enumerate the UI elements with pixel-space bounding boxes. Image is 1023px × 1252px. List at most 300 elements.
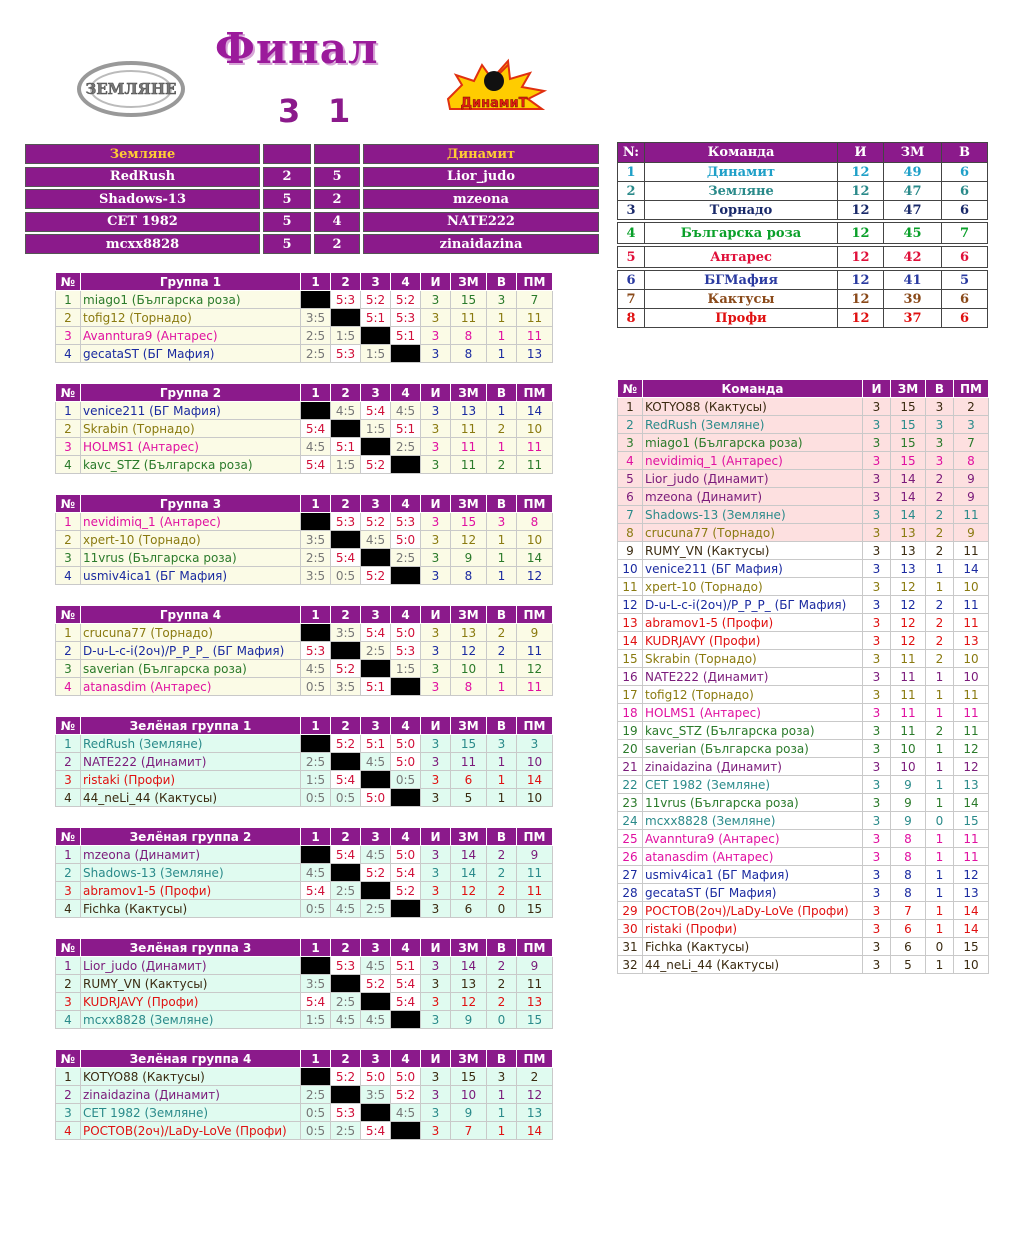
player-name: HOLMS1 (Антарес) bbox=[643, 704, 863, 722]
group-col-header: 2 bbox=[331, 495, 361, 513]
wins: 1 bbox=[487, 345, 517, 363]
score: 14 bbox=[891, 488, 926, 506]
score: 11 bbox=[451, 753, 487, 771]
group-row bbox=[56, 678, 553, 696]
player1-name: mcxx8828 bbox=[25, 234, 260, 254]
points-missed: 11 bbox=[517, 642, 553, 660]
games: 3 bbox=[863, 794, 891, 812]
row-number: 4 bbox=[56, 1122, 81, 1140]
group-col-header: 2 bbox=[331, 273, 361, 291]
player-name: ristaki (Профи) bbox=[643, 920, 863, 938]
player-name: venice211 (БГ Мафия) bbox=[81, 402, 301, 420]
wins: 2 bbox=[487, 624, 517, 642]
games: 3 bbox=[421, 846, 451, 864]
score: 5 bbox=[451, 789, 487, 807]
group-col-header: И bbox=[421, 384, 451, 402]
score: 11 bbox=[451, 420, 487, 438]
player-name: gecataST (БГ Мафия) bbox=[643, 884, 863, 902]
group-col-header: В bbox=[487, 495, 517, 513]
match-score: 4:5 bbox=[361, 1011, 391, 1029]
group-col-header: 3 bbox=[361, 384, 391, 402]
group-col-header: И bbox=[421, 828, 451, 846]
player-row bbox=[618, 614, 989, 632]
match-score: 0:5 bbox=[301, 1104, 331, 1122]
player-name: saverian (Българска роза) bbox=[81, 660, 301, 678]
player-name: NATE222 (Динамит) bbox=[81, 753, 301, 771]
match-score: 5:2 bbox=[361, 975, 391, 993]
group-col-header: В bbox=[487, 939, 517, 957]
player-name: RUMY_VN (Кактусы) bbox=[643, 542, 863, 560]
group-row bbox=[56, 735, 553, 753]
self-cell bbox=[361, 1104, 391, 1122]
group-col-header: 4 bbox=[391, 828, 421, 846]
group-col-header: В bbox=[487, 1050, 517, 1068]
points-missed: 12 bbox=[954, 740, 989, 758]
points-missed: 3 bbox=[954, 416, 989, 434]
score-header bbox=[263, 144, 311, 164]
match-score: 5:2 bbox=[331, 1068, 361, 1086]
group-col-header: 1 bbox=[301, 384, 331, 402]
score: 41 bbox=[884, 271, 942, 290]
rank: 22 bbox=[618, 776, 643, 794]
page-title: Финал bbox=[215, 24, 379, 73]
score: 45 bbox=[884, 223, 942, 244]
row-number: 1 bbox=[56, 846, 81, 864]
points-missed: 13 bbox=[954, 884, 989, 902]
points-missed: 10 bbox=[517, 531, 553, 549]
match-score: 5:0 bbox=[391, 753, 421, 771]
rank: 3 bbox=[618, 434, 643, 452]
wins: 1 bbox=[487, 753, 517, 771]
group-row bbox=[56, 1122, 553, 1140]
games: 12 bbox=[838, 223, 884, 244]
group-header-row bbox=[56, 717, 553, 735]
player-name: mzeona (Динамит) bbox=[81, 846, 301, 864]
games: 3 bbox=[421, 513, 451, 531]
player1-score: 5 bbox=[263, 212, 311, 232]
player-name: CET 1982 (Земляне) bbox=[643, 776, 863, 794]
rank: 4 bbox=[618, 452, 643, 470]
self-cell bbox=[331, 420, 361, 438]
points-missed: 15 bbox=[954, 812, 989, 830]
player-row bbox=[618, 740, 989, 758]
games: 3 bbox=[421, 789, 451, 807]
group-header-row bbox=[56, 273, 553, 291]
player-name: mzeona (Динамит) bbox=[643, 488, 863, 506]
wins: 6 bbox=[942, 309, 988, 328]
wins: 2 bbox=[487, 642, 517, 660]
group-row bbox=[56, 291, 553, 309]
player-row bbox=[618, 668, 989, 686]
match-score: 5:4 bbox=[301, 456, 331, 474]
group-col-header: 3 bbox=[361, 606, 391, 624]
points-missed: 11 bbox=[517, 975, 553, 993]
standings-row bbox=[618, 247, 988, 268]
group-col-header: В bbox=[487, 384, 517, 402]
games: 3 bbox=[421, 678, 451, 696]
standings-row bbox=[618, 290, 988, 309]
group-col-header: ЗМ bbox=[451, 717, 487, 735]
match-score: 5:3 bbox=[391, 309, 421, 327]
match-score: 2:5 bbox=[331, 882, 361, 900]
match-score: 2:5 bbox=[301, 327, 331, 345]
col-i: И bbox=[863, 380, 891, 398]
self-cell bbox=[361, 771, 391, 789]
points-missed: 12 bbox=[954, 866, 989, 884]
self-cell bbox=[331, 975, 361, 993]
points-missed: 11 bbox=[954, 848, 989, 866]
group-col-header: 3 bbox=[361, 828, 391, 846]
wins: 1 bbox=[487, 678, 517, 696]
rank: 20 bbox=[618, 740, 643, 758]
group-table bbox=[55, 383, 553, 474]
group-title: Группа 3 bbox=[81, 495, 301, 513]
match-score: 5:4 bbox=[361, 624, 391, 642]
wins: 2 bbox=[487, 420, 517, 438]
player-name: Skrabin (Торнадо) bbox=[643, 650, 863, 668]
wins: 1 bbox=[926, 956, 954, 974]
match-score: 4:5 bbox=[361, 753, 391, 771]
score: 13 bbox=[451, 402, 487, 420]
group-header-row bbox=[56, 384, 553, 402]
self-cell bbox=[301, 735, 331, 753]
score: 12 bbox=[451, 531, 487, 549]
match-score: 1:5 bbox=[391, 660, 421, 678]
points-missed: 13 bbox=[954, 632, 989, 650]
match-score: 5:1 bbox=[391, 957, 421, 975]
group-table bbox=[55, 827, 553, 918]
rank: 11 bbox=[618, 578, 643, 596]
games: 3 bbox=[421, 642, 451, 660]
col-zm: ЗМ bbox=[884, 143, 942, 163]
wins: 1 bbox=[487, 567, 517, 585]
group-col-header: ЗМ bbox=[451, 1050, 487, 1068]
group-col-header: 4 bbox=[391, 273, 421, 291]
player-name: zinaidazina (Динамит) bbox=[643, 758, 863, 776]
row-number: 2 bbox=[56, 864, 81, 882]
points-missed: 2 bbox=[517, 1068, 553, 1086]
dinamit-logo bbox=[438, 55, 554, 115]
score: 11 bbox=[891, 722, 926, 740]
group-row bbox=[56, 771, 553, 789]
match-score: 5:4 bbox=[361, 1122, 391, 1140]
wins: 2 bbox=[926, 650, 954, 668]
player-name: abramov1-5 (Профи) bbox=[81, 882, 301, 900]
player-name: KOTYO88 (Кактусы) bbox=[81, 1068, 301, 1086]
group-row bbox=[56, 402, 553, 420]
points-missed: 14 bbox=[954, 902, 989, 920]
match-score: 5:2 bbox=[361, 291, 391, 309]
score: 14 bbox=[451, 957, 487, 975]
games: 3 bbox=[421, 456, 451, 474]
group-col-header: В bbox=[487, 606, 517, 624]
match-score: 0:5 bbox=[391, 771, 421, 789]
points-missed: 11 bbox=[954, 506, 989, 524]
match-score: 5:4 bbox=[301, 882, 331, 900]
row-number: 2 bbox=[56, 420, 81, 438]
wins: 1 bbox=[487, 438, 517, 456]
group-col-header: 4 bbox=[391, 606, 421, 624]
rank: 25 bbox=[618, 830, 643, 848]
match-score: 2:5 bbox=[391, 549, 421, 567]
standings-row bbox=[618, 182, 988, 201]
games: 3 bbox=[421, 735, 451, 753]
score: 37 bbox=[884, 309, 942, 328]
points-missed: 11 bbox=[517, 456, 553, 474]
wins: 1 bbox=[926, 902, 954, 920]
score: 9 bbox=[451, 1104, 487, 1122]
games: 3 bbox=[863, 902, 891, 920]
points-missed: 10 bbox=[954, 668, 989, 686]
score: 6 bbox=[451, 900, 487, 918]
points-missed: 14 bbox=[517, 549, 553, 567]
score: 14 bbox=[451, 846, 487, 864]
points-missed: 3 bbox=[517, 735, 553, 753]
col-i: И bbox=[838, 143, 884, 163]
games: 3 bbox=[421, 1068, 451, 1086]
self-cell bbox=[331, 1086, 361, 1104]
score: 11 bbox=[891, 704, 926, 722]
player-row bbox=[618, 434, 989, 452]
group-col-header: 1 bbox=[301, 939, 331, 957]
row-number: 4 bbox=[56, 345, 81, 363]
match-score: 5:3 bbox=[331, 291, 361, 309]
group-col-header: 2 bbox=[331, 939, 361, 957]
score: 6 bbox=[451, 771, 487, 789]
score: 5 bbox=[891, 956, 926, 974]
group-col-header: 4 bbox=[391, 495, 421, 513]
match-score: 5:3 bbox=[331, 513, 361, 531]
group-row bbox=[56, 531, 553, 549]
points-missed: 14 bbox=[517, 402, 553, 420]
games: 3 bbox=[863, 884, 891, 902]
player-name: kavc_STZ (Българска роза) bbox=[81, 456, 301, 474]
row-number: 3 bbox=[56, 882, 81, 900]
row-number: 1 bbox=[56, 402, 81, 420]
match-score: 5:4 bbox=[391, 975, 421, 993]
player-name: ristaki (Профи) bbox=[81, 771, 301, 789]
match-score: 4:5 bbox=[331, 402, 361, 420]
score: 8 bbox=[891, 884, 926, 902]
wins: 3 bbox=[926, 416, 954, 434]
group-row bbox=[56, 975, 553, 993]
points-missed: 14 bbox=[954, 560, 989, 578]
wins: 2 bbox=[926, 722, 954, 740]
group-col-header: 3 bbox=[361, 495, 391, 513]
score: 15 bbox=[891, 452, 926, 470]
score: 9 bbox=[451, 549, 487, 567]
row-number: 2 bbox=[56, 1086, 81, 1104]
games: 12 bbox=[838, 290, 884, 309]
rank: 5 bbox=[618, 470, 643, 488]
points-missed: 11 bbox=[954, 830, 989, 848]
points-missed: 8 bbox=[517, 513, 553, 531]
match-score: 2:5 bbox=[331, 1122, 361, 1140]
group-col-header: ПМ bbox=[517, 717, 553, 735]
score: 9 bbox=[451, 1011, 487, 1029]
points-missed: 11 bbox=[517, 309, 553, 327]
games: 3 bbox=[421, 753, 451, 771]
wins: 1 bbox=[487, 531, 517, 549]
rank: 10 bbox=[618, 560, 643, 578]
score: 11 bbox=[451, 456, 487, 474]
match-score: 4:5 bbox=[361, 846, 391, 864]
wins: 1 bbox=[487, 402, 517, 420]
player-name: xpert-10 (Торнадо) bbox=[81, 531, 301, 549]
wins: 1 bbox=[487, 1104, 517, 1122]
games: 3 bbox=[421, 900, 451, 918]
group-row bbox=[56, 549, 553, 567]
player-row bbox=[618, 560, 989, 578]
player-row bbox=[618, 452, 989, 470]
points-missed: 10 bbox=[517, 420, 553, 438]
team-name: Българска роза bbox=[645, 223, 838, 244]
games: 12 bbox=[838, 163, 884, 182]
wins: 7 bbox=[942, 223, 988, 244]
rank: 21 bbox=[618, 758, 643, 776]
group-row bbox=[56, 345, 553, 363]
wins: 1 bbox=[926, 704, 954, 722]
team-name: Торнадо bbox=[645, 201, 838, 220]
games: 3 bbox=[421, 1122, 451, 1140]
self-cell bbox=[361, 438, 391, 456]
score: 10 bbox=[891, 740, 926, 758]
score: 7 bbox=[451, 1122, 487, 1140]
match-score: 1:5 bbox=[301, 771, 331, 789]
player-name: gecataST (БГ Мафия) bbox=[81, 345, 301, 363]
wins: 1 bbox=[926, 884, 954, 902]
self-cell bbox=[391, 456, 421, 474]
wins: 1 bbox=[487, 660, 517, 678]
match-score: 5:1 bbox=[361, 678, 391, 696]
group-col-header: № bbox=[56, 384, 81, 402]
group-row bbox=[56, 660, 553, 678]
player-row bbox=[618, 794, 989, 812]
self-cell bbox=[301, 846, 331, 864]
team-name: Кактусы bbox=[645, 290, 838, 309]
match-score: 4:5 bbox=[361, 531, 391, 549]
games: 3 bbox=[421, 531, 451, 549]
player2-name: NATE222 bbox=[363, 212, 599, 232]
wins: 6 bbox=[942, 182, 988, 201]
player2-score: 2 bbox=[314, 234, 360, 254]
self-cell bbox=[301, 291, 331, 309]
score: 10 bbox=[891, 758, 926, 776]
self-cell bbox=[391, 567, 421, 585]
row-number: 2 bbox=[56, 975, 81, 993]
group-col-header: В bbox=[487, 717, 517, 735]
wins: 2 bbox=[487, 846, 517, 864]
score: 9 bbox=[891, 794, 926, 812]
row-number: 4 bbox=[56, 789, 81, 807]
wins: 3 bbox=[487, 1068, 517, 1086]
self-cell bbox=[391, 789, 421, 807]
group-col-header: 1 bbox=[301, 273, 331, 291]
wins: 1 bbox=[487, 549, 517, 567]
group-col-header: И bbox=[421, 717, 451, 735]
row-number: 4 bbox=[56, 900, 81, 918]
score: 8 bbox=[451, 567, 487, 585]
points-missed: 11 bbox=[954, 704, 989, 722]
player-name: РОСТОВ(2оч)/LaDy-LoVe (Профи) bbox=[81, 1122, 301, 1140]
points-missed: 12 bbox=[517, 567, 553, 585]
row-number: 3 bbox=[56, 327, 81, 345]
row-number: 4 bbox=[56, 567, 81, 585]
points-missed: 10 bbox=[954, 578, 989, 596]
standings-row bbox=[618, 309, 988, 328]
wins: 2 bbox=[926, 488, 954, 506]
players-table bbox=[617, 379, 989, 974]
rank: 24 bbox=[618, 812, 643, 830]
player-name: HOLMS1 (Антарес) bbox=[81, 438, 301, 456]
points-missed: 9 bbox=[517, 624, 553, 642]
wins: 1 bbox=[487, 771, 517, 789]
games: 3 bbox=[421, 1086, 451, 1104]
group-col-header: И bbox=[421, 939, 451, 957]
match-score: 5:0 bbox=[391, 624, 421, 642]
games: 12 bbox=[838, 201, 884, 220]
wins: 3 bbox=[487, 291, 517, 309]
standings-row bbox=[618, 163, 988, 182]
match-score: 5:2 bbox=[361, 567, 391, 585]
games: 3 bbox=[863, 722, 891, 740]
rank: 15 bbox=[618, 650, 643, 668]
player-row bbox=[618, 650, 989, 668]
games: 3 bbox=[863, 542, 891, 560]
match-score: 5:3 bbox=[391, 513, 421, 531]
games: 3 bbox=[863, 956, 891, 974]
player-name: Fichka (Кактусы) bbox=[643, 938, 863, 956]
games: 3 bbox=[863, 524, 891, 542]
row-number: 2 bbox=[56, 642, 81, 660]
player-row bbox=[618, 866, 989, 884]
player-name: Skrabin (Торнадо) bbox=[81, 420, 301, 438]
match-score: 5:2 bbox=[391, 882, 421, 900]
games: 12 bbox=[838, 271, 884, 290]
col-v: В bbox=[942, 143, 988, 163]
group-col-header: ПМ bbox=[517, 384, 553, 402]
group-row bbox=[56, 327, 553, 345]
wins: 1 bbox=[926, 740, 954, 758]
wins: 2 bbox=[926, 506, 954, 524]
score: 10 bbox=[451, 660, 487, 678]
match-score: 5:3 bbox=[301, 642, 331, 660]
group-row bbox=[56, 420, 553, 438]
points-missed: 11 bbox=[954, 542, 989, 560]
score: 11 bbox=[891, 650, 926, 668]
player1-score: 2 bbox=[263, 167, 311, 187]
wins: 1 bbox=[926, 776, 954, 794]
rank: 2 bbox=[618, 416, 643, 434]
group-col-header: 2 bbox=[331, 717, 361, 735]
match-score: 4:5 bbox=[391, 1104, 421, 1122]
group-row bbox=[56, 1068, 553, 1086]
group-row bbox=[56, 864, 553, 882]
player-row bbox=[618, 758, 989, 776]
games: 12 bbox=[838, 247, 884, 268]
score: 14 bbox=[891, 470, 926, 488]
match-score: 5:2 bbox=[361, 513, 391, 531]
games: 3 bbox=[421, 1104, 451, 1122]
score: 11 bbox=[451, 309, 487, 327]
group-col-header: В bbox=[487, 273, 517, 291]
wins: 1 bbox=[487, 309, 517, 327]
rank: 1 bbox=[618, 398, 643, 416]
rank: 18 bbox=[618, 704, 643, 722]
games: 3 bbox=[421, 327, 451, 345]
games: 12 bbox=[838, 182, 884, 201]
player-row bbox=[618, 488, 989, 506]
